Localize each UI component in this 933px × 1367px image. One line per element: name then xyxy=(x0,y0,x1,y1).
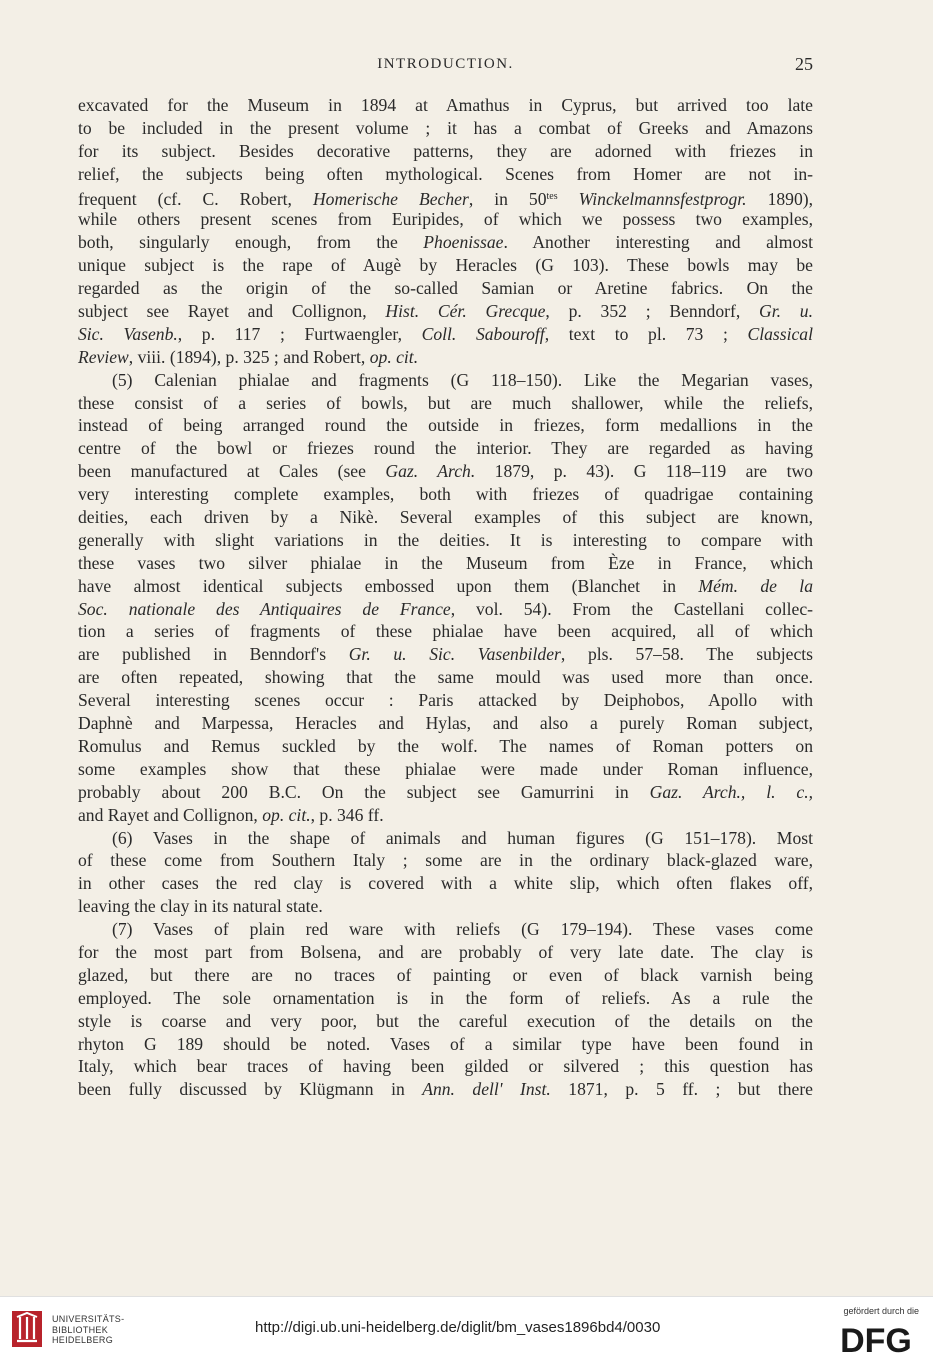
text-line: Italy, which bear traces of having been gilded or silvered ; this question has xyxy=(78,1056,813,1077)
text-line: centre of the bowl or friezes round the interior. They are regarded as having xyxy=(78,438,813,459)
text-line: Soc. nationale des Antiquaires de France, vol. 54). From the Castellani collec- xyxy=(78,598,813,619)
text-line: these vases two silver phialae in the Museum from Èze in France, which xyxy=(78,552,813,573)
text-line: these consist of a series of bowls, but are much shallower, while the reliefs, xyxy=(78,392,813,413)
page-header xyxy=(78,56,813,78)
text-line: (7) Vases of plain red ware with reliefs (G 179–194). These vases come xyxy=(112,919,813,940)
svg-text:DFG: DFG xyxy=(840,1322,912,1357)
text-line: relief, the subjects being often mythological. Scenes from Homer are not in- xyxy=(78,163,813,184)
text-line: Daphnè and Marpessa, Heracles and Hylas, and also a purely Roman subject, xyxy=(78,713,813,734)
text-line: while others present scenes from Euripides, of which we possess two examples, xyxy=(78,209,813,230)
text-line: Romulus and Remus suckled by the wolf. The names of Roman potters on xyxy=(78,735,813,756)
text-line: (6) Vases in the shape of animals and human figures (G 151–178). Most xyxy=(112,827,813,848)
text-line: for its subject. Besides decorative patterns, they are adorned with friezes in xyxy=(78,140,813,161)
text-line: been fully discussed by Klügmann in Ann. dell' Inst. 1871, p. 5 ff. ; but there xyxy=(78,1079,813,1100)
text-line: generally with slight variations in the deities. It is interesting to compare with xyxy=(78,529,813,550)
text-line: subject see Rayet and Collignon, Hist. Cér. Grecque, p. 352 ; Benndorf, Gr. u. xyxy=(78,301,813,322)
text-line: unique subject is the rape of Augè by Heracles (G 103). These bowls may be xyxy=(78,255,813,276)
text-line: Review, viii. (1894), p. 325 ; and Robert, op. cit. xyxy=(78,346,419,367)
text-line: for the most part from Bolsena, and are probably of very late date. The clay is xyxy=(78,941,813,962)
text-line: in other cases the red clay is covered with a white slip, which often flakes off, xyxy=(78,873,813,894)
text-line: glazed, but there are no traces of painting or even of black varnish being xyxy=(78,964,813,985)
viewer-footer xyxy=(0,1296,933,1367)
text-line: are often repeated, showing that the same mould was used more than once. xyxy=(78,667,813,688)
text-line: been manufactured at Cales (see Gaz. Arch. 1879, p. 43). G 118–119 are two xyxy=(78,461,813,482)
text-line: very interesting complete examples, both with friezes of quadrigae containing xyxy=(78,484,813,505)
text-line: (5) Calenian phialae and fragments (G 118–150). Like the Megarian vases, xyxy=(112,369,813,390)
text-line: Sic. Vasenb., p. 117 ; Furtwaengler, Coll. Sabouroff, text to pl. 73 ; Classical xyxy=(78,323,813,344)
text-line: both, singularly enough, from the Phoenissae. Another interesting and almost xyxy=(78,232,813,253)
text-line: excavated for the Museum in 1894 at Amathus in Cyprus, but arrived too late xyxy=(78,95,813,115)
text-line: and Rayet and Collignon, op. cit., p. 346 ff. xyxy=(78,804,384,825)
text-line: style is coarse and very poor, but the careful execution of the details on the xyxy=(78,1010,813,1031)
permalink-url[interactable]: http://digi.ub.uni-heidelberg.de/diglit/bm_vases1896bd4/0030 xyxy=(255,1319,661,1336)
university-library-logo-icon xyxy=(12,1311,42,1347)
text-line: Several interesting scenes occur : Paris attacked by Deiphobos, Apollo with xyxy=(78,690,813,711)
running-title: INTRODUCTION. xyxy=(377,56,514,72)
text-line: of these come from Southern Italy ; some are in the ordinary black-glazed ware, xyxy=(78,850,813,871)
body-text xyxy=(78,94,813,1101)
text-line: regarded as the origin of the so-called Samian or Aretine fabrics. On the xyxy=(78,278,813,299)
text-line: tion a series of fragments of these phialae have been acquired, all of which xyxy=(78,621,813,642)
dfg-logo-icon xyxy=(831,1321,921,1357)
sponsor-label: gefördert durch die xyxy=(843,1306,919,1316)
text-line: are published in Benndorf's Gr. u. Sic. Vasenbilder, pls. 57–58. The subjects xyxy=(78,644,813,665)
text-line: to be included in the present volume ; it has a combat of Greeks and Amazons xyxy=(78,117,813,138)
text-line: frequent (cf. C. Robert, Homerische Becher, in $50^{tes}$ Winckelmannsfestprogr. 1890), xyxy=(78,188,814,209)
text-line: rhyton G 189 should be noted. Vases of a similar type have been found in xyxy=(78,1033,813,1054)
text-line: instead of being arranged round the outside in friezes, form medallions in the xyxy=(78,415,813,436)
text-line: have almost identical subjects embossed upon them (Blanchet in Mém. de la xyxy=(78,575,813,596)
text-line: probably about 200 B.C. On the subject see Gamurrini in Gaz. Arch., l. c., xyxy=(78,781,813,802)
text-line: leaving the clay in its natural state. xyxy=(78,896,323,917)
page-number: 25 xyxy=(795,54,813,74)
text-line: employed. The sole ornamentation is in the form of reliefs. As a rule the xyxy=(78,987,813,1008)
text-line: deities, each driven by a Nikè. Several examples of this subject are known, xyxy=(78,507,813,528)
text-line: some examples show that these phialae were made under Roman influence, xyxy=(78,758,813,779)
library-name: UNIVERSITÄTS- BIBLIOTHEK HEIDELBERG xyxy=(52,1314,125,1345)
